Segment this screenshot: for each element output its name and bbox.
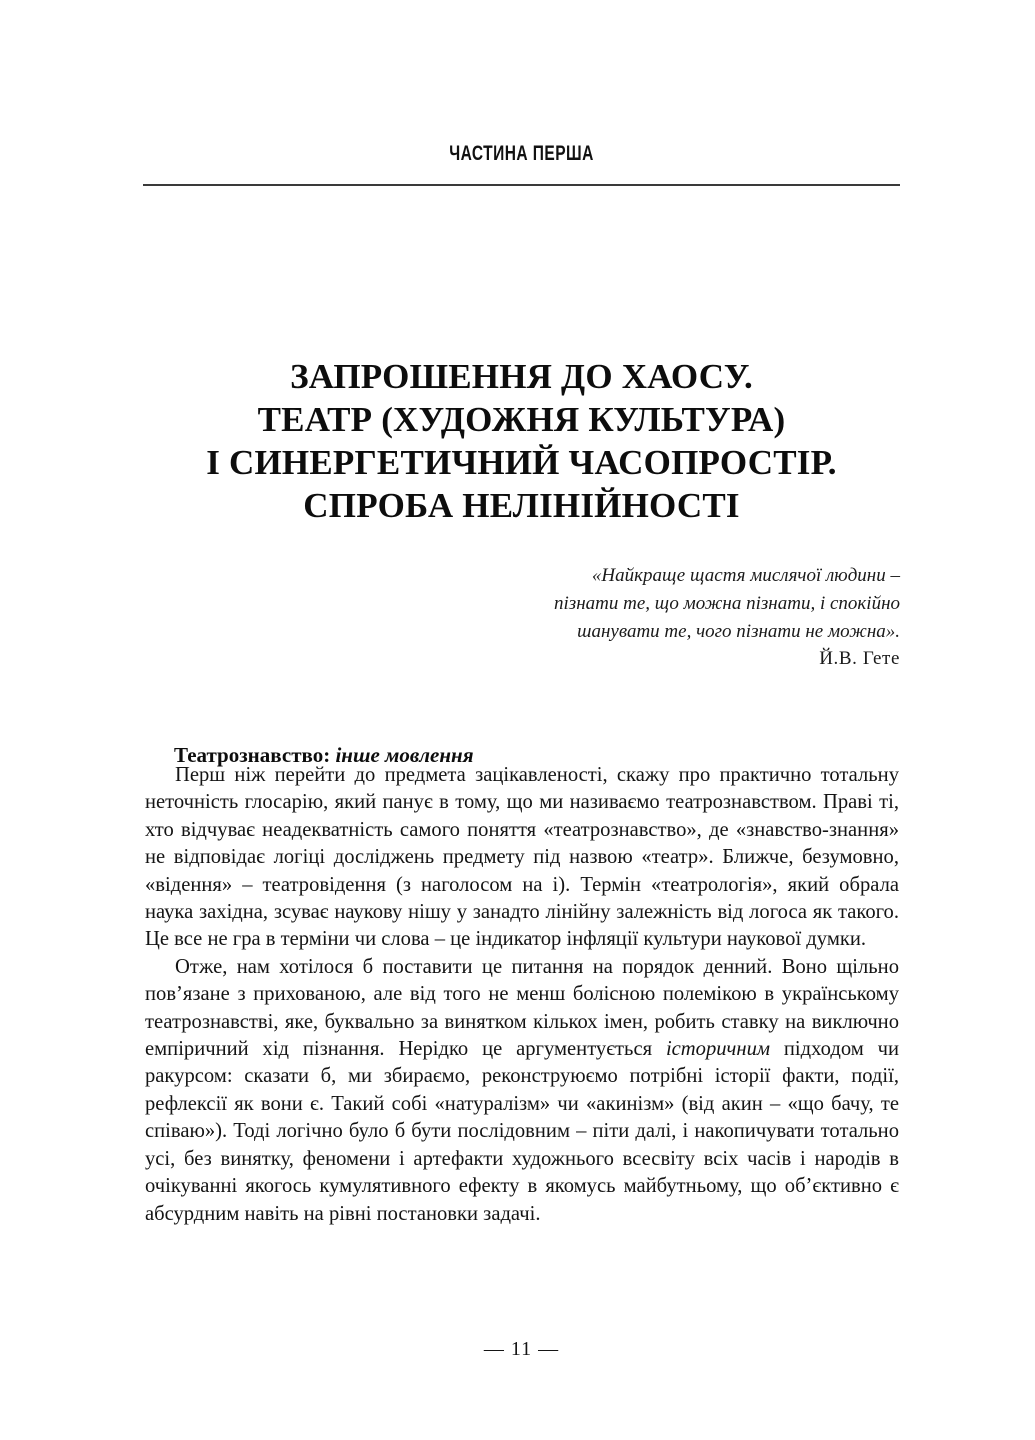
header-divider-rule	[143, 184, 900, 186]
chapter-title-line-3: І СИНЕРГЕТИЧНИЙ ЧАСОПРОСТІР.	[206, 443, 837, 483]
section-heading-subtitle: інше мовлення	[335, 743, 474, 768]
paragraph-1-text: Перш ніж перейти до предмета зацікавленості, скажу про практично тотальну неточність глосарію, який панує в тому, що ми називаємо театрознавством. Праві ті, хто відчуває неадекватність самого поняття «театрознавство», де «знавство-знання» не відповідає логіці досліджень предмету під назвою «театр». Ближче, безумовно, «відення» – театровідення (з наголосом на і). Термін «театрологія», який обрала наука західна, зсуває наукову нішу у занадто лінійну залежність від логоса як такого. Це все не гра в терміни чи слова – це індикатор інфляції культури наукової думки.	[145, 764, 899, 951]
epigraph-line-3: шанувати те, чого пізнати не можна».	[577, 621, 900, 642]
chapter-title-line-1: ЗАПРОШЕННЯ ДО ХАОСУ.	[290, 357, 753, 397]
body-text	[145, 762, 899, 1228]
running-head: ЧАСТИНА ПЕРША	[449, 142, 594, 165]
epigraph-line-2: пізнати те, що можна пізнати, і спокійно	[554, 593, 900, 614]
paragraph-2	[145, 954, 899, 1228]
paragraph-2-text-part-2: підходом чи ракурсом: сказати б, ми збираємо, реконструюємо потрібні історії факти, події, рефлексії як вони є. Такий собі «натуралізм» чи «акинізм» (від акин – «що бачу, те співаю»). Тоді логічно було б бути послідовним – піти далі, і накопичувати тотально усі, без винятку, феномени і артефакти художнього всесвіту всіх часів і народів в очікуванні якогось кумулятивного ефекту в якомусь майбутньому, що об’єктивно є абсурдним навіть на рівні постановки задачі.	[145, 1038, 900, 1225]
epigraph-line-1: «Найкраще щастя мислячої людини –	[591, 565, 900, 586]
paragraph-2-emphasis: історичним	[665, 1038, 771, 1061]
epigraph-quote	[380, 562, 900, 646]
paragraph-2-text-part-1: Отже, нам хотілося б поставити це питання на порядок денний. Воно щільно пов’язане з прихованою, але від того не менш болісною полемікою в українському театрознавстві, яке, буквально за винятком кількох імен, робить ставку на виключно емпіричний хід пізнання. Нерідко це аргументується	[145, 955, 899, 1061]
chapter-title-line-4: СПРОБА НЕЛІНІЙНОСТІ	[303, 486, 740, 526]
chapter-title-line-2: ТЕАТР (ХУДОЖНЯ КУЛЬТУРА)	[257, 400, 786, 440]
paragraph-1	[145, 762, 899, 954]
section-heading-term: Театрознавство:	[174, 743, 331, 768]
page-number: — 11 —	[483, 1338, 560, 1360]
chapter-title	[143, 355, 900, 527]
epigraph-attribution: Й.В. Гете	[819, 648, 900, 669]
